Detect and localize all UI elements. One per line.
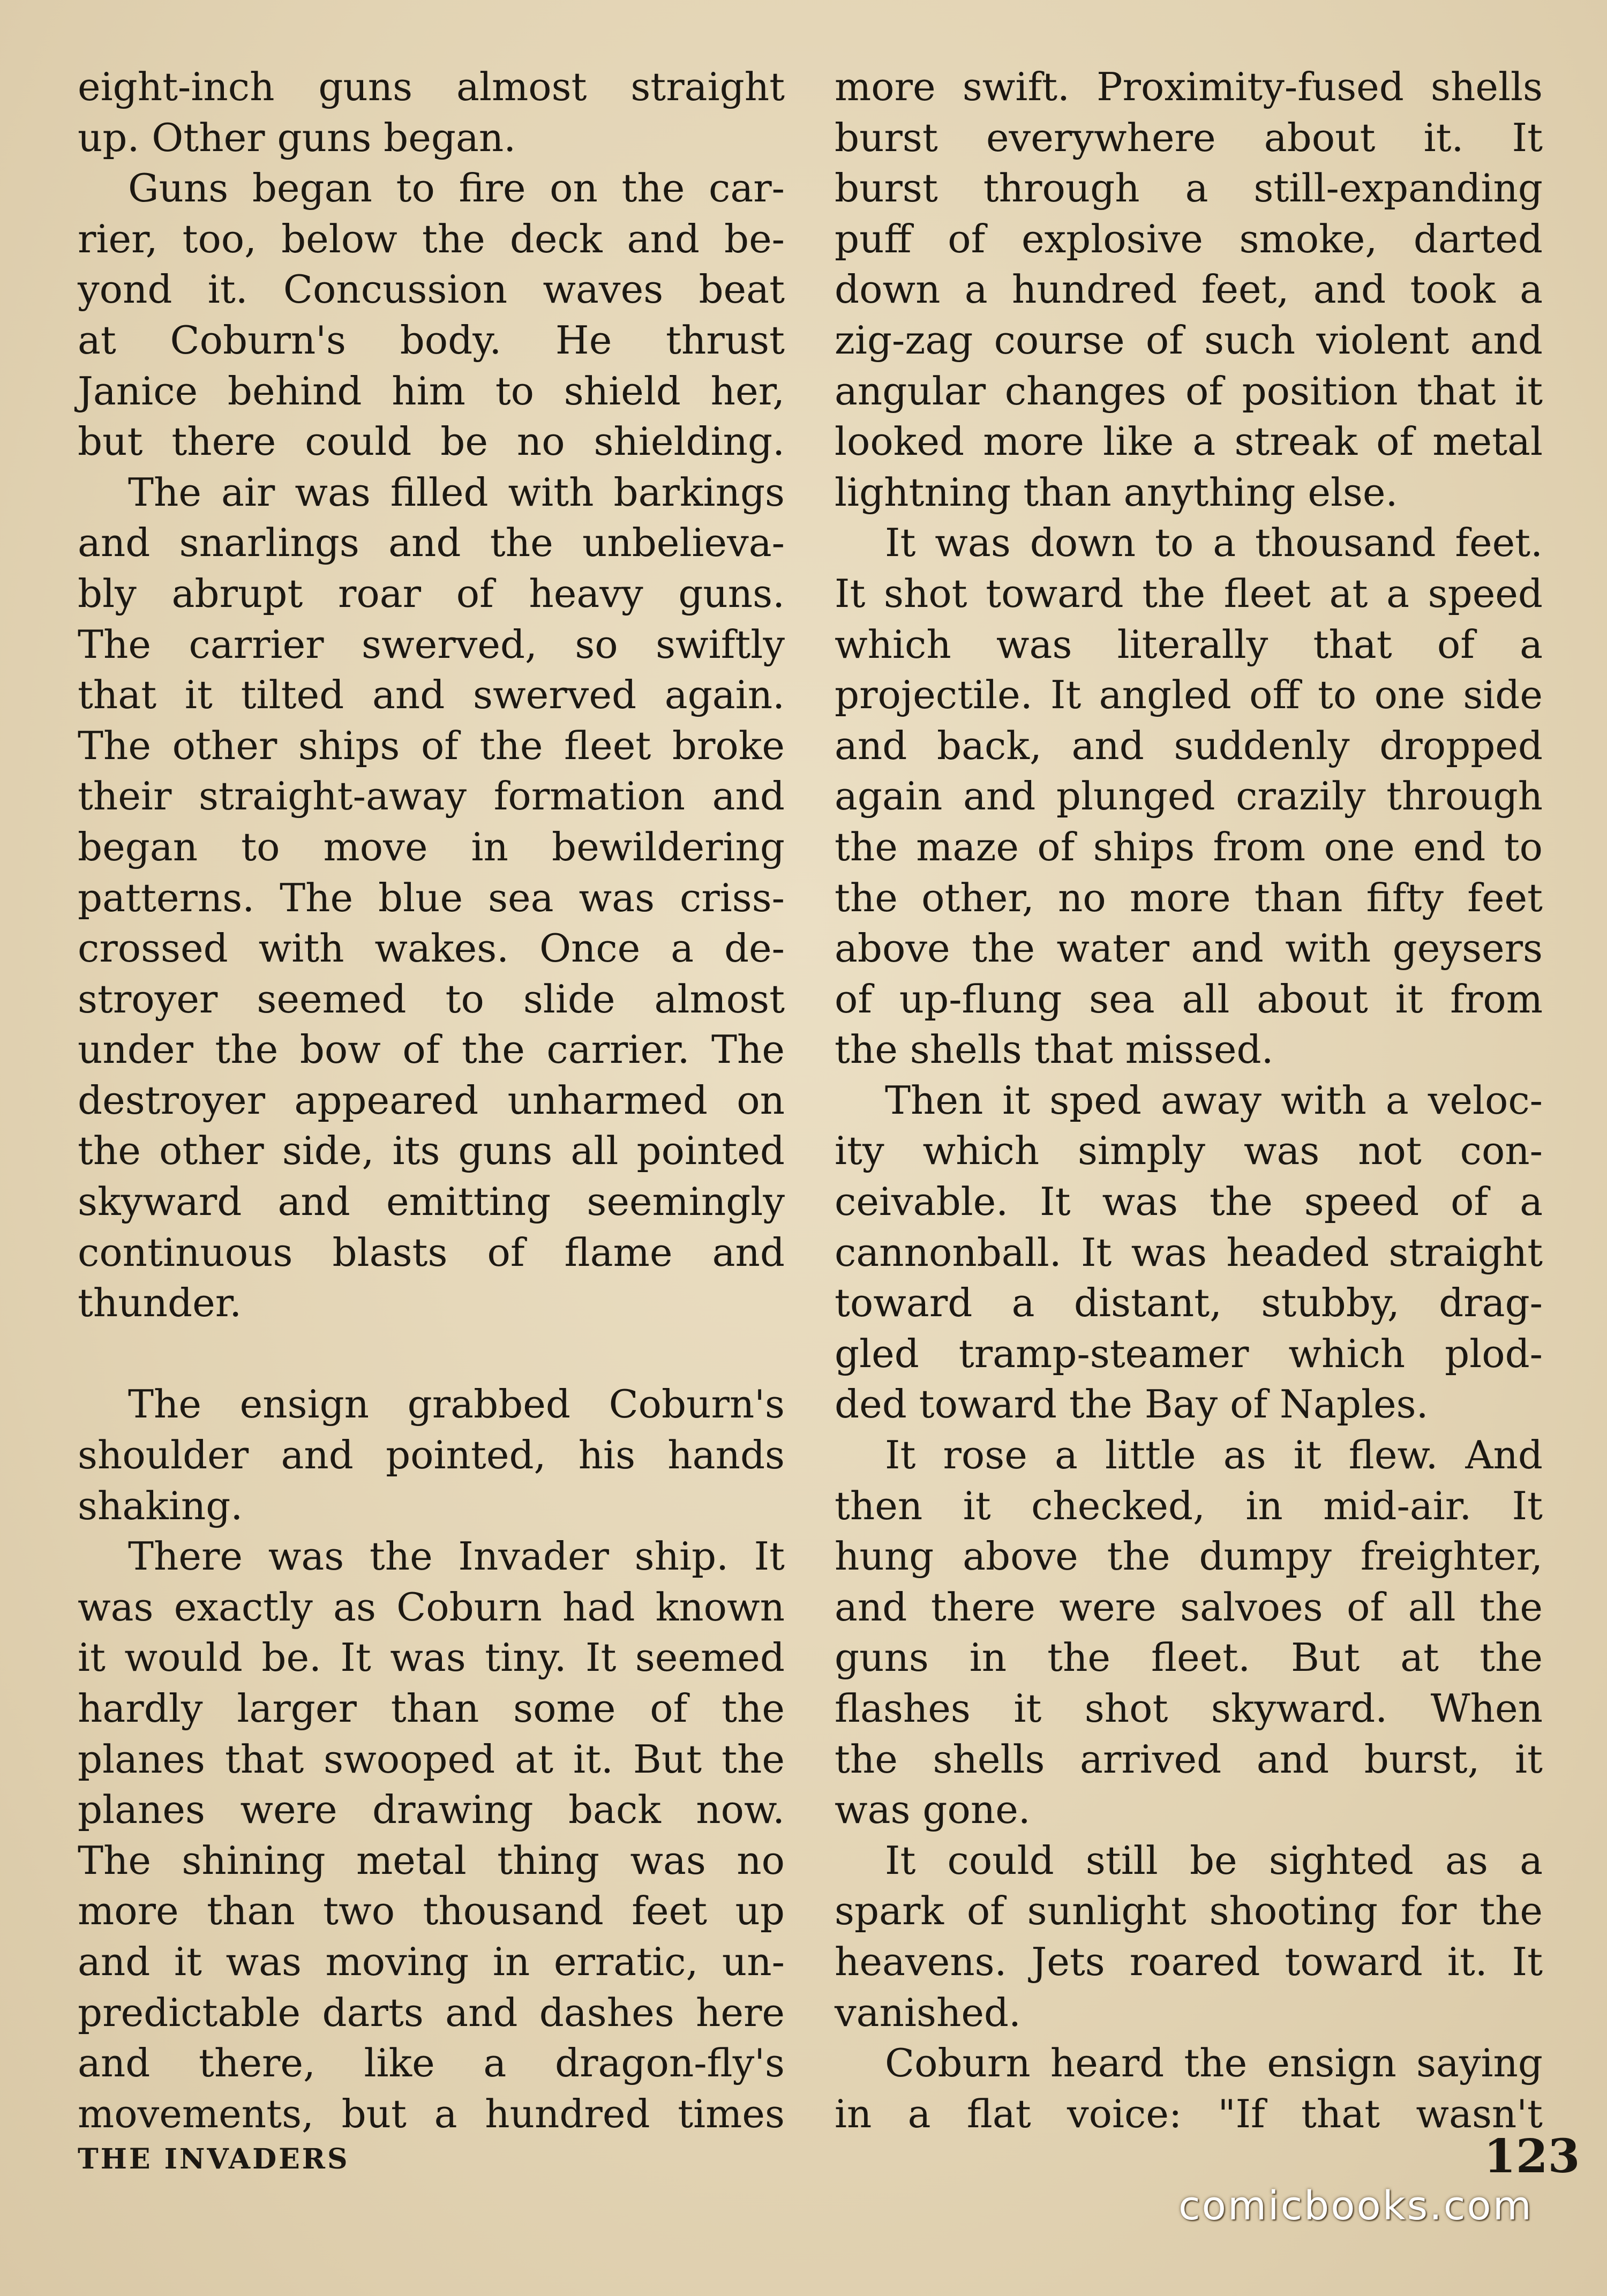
text-line: then it checked, in mid-air. It: [835, 1483, 1543, 1528]
text-line: vanished.: [835, 1990, 1021, 2035]
text-line: eight-inch guns almost straight: [78, 64, 785, 109]
text-line: Coburn heard the ensign saying: [885, 2040, 1543, 2086]
text-line: and there, like a dragon-fly's: [78, 2040, 785, 2086]
paragraph-9: [835, 1430, 1543, 1835]
text-line: The shining metal thing was no: [78, 1837, 785, 1883]
text-line: guns in the fleet. But at the: [835, 1635, 1543, 1680]
text-line: their straight-away formation and: [78, 774, 785, 819]
paragraph-5: [78, 1531, 785, 2139]
paragraph-4: [78, 1379, 785, 1531]
text-line: thunder.: [78, 1280, 242, 1326]
text-line: and back, and suddenly dropped: [835, 723, 1543, 768]
text-line: There was the Invader ship. It: [128, 1534, 785, 1579]
section-break: [78, 1329, 785, 1379]
text-line: burst through a still-expanding: [835, 166, 1543, 211]
text-line: toward a distant, stubby, drag-: [835, 1280, 1543, 1326]
page-number: 123: [1484, 2129, 1580, 2184]
text-line: it would be. It was tiny. It seemed: [78, 1635, 785, 1680]
text-line: the other side, its guns all pointed: [78, 1128, 785, 1174]
text-line: which was literally that of a: [835, 621, 1543, 667]
text-line: flashes it shot skyward. When: [835, 1686, 1543, 1731]
text-line: movements, but a hundred times: [78, 2091, 785, 2136]
text-line: more swift. Proximity-fused shells: [835, 64, 1543, 109]
text-line: ded toward the Bay of Naples.: [835, 1382, 1429, 1427]
text-line: under the bow of the carrier. The: [78, 1027, 785, 1072]
text-line: cannonball. It was headed straight: [835, 1229, 1543, 1275]
text-line: It shot toward the fleet at a speed: [835, 571, 1543, 616]
text-line: yond it. Concussion waves beat: [78, 267, 785, 312]
text-line: was exactly as Coburn had known: [78, 1584, 785, 1630]
text-line: and it was moving in erratic, un-: [78, 1939, 785, 1984]
text-line: more than two thousand feet up: [78, 1888, 785, 1934]
text-line: the shells arrived and burst, it: [835, 1736, 1543, 1782]
paragraph-6: [835, 62, 1543, 517]
text-line: stroyer seemed to slide almost: [78, 976, 785, 1022]
text-line: It could still be sighted as a: [885, 1837, 1543, 1883]
text-line: It rose a little as it flew. And: [885, 1432, 1543, 1478]
text-line: hardly larger than some of the: [78, 1686, 785, 1731]
text-line: and snarlings and the unbelieva-: [78, 520, 785, 566]
text-line: The air was filled with barkings: [128, 469, 785, 515]
paragraph-11: [835, 2038, 1543, 2139]
left-text-column: [78, 62, 785, 2139]
text-line: The other ships of the fleet broke: [78, 723, 785, 768]
text-line: shaking.: [78, 1483, 243, 1528]
right-text-column: [835, 62, 1543, 2139]
text-line: The carrier swerved, so swiftly: [78, 621, 785, 667]
text-line: of up-flung sea all about it from: [835, 976, 1543, 1022]
text-line: again and plunged crazily through: [835, 774, 1543, 819]
text-line: ity which simply was not con-: [835, 1128, 1543, 1174]
text-line: and there were salvoes of all the: [835, 1584, 1543, 1630]
paragraph-3: [78, 467, 785, 1329]
text-line: spark of sunlight shooting for the: [835, 1888, 1543, 1934]
text-line: hung above the dumpy freighter,: [835, 1534, 1543, 1579]
text-line: puff of explosive smoke, darted: [835, 216, 1543, 261]
text-line: zig-zag course of such violent and: [835, 317, 1543, 363]
text-line: patterns. The blue sea was criss-: [78, 875, 785, 920]
paragraph-7: [835, 517, 1543, 1075]
text-line: rier, too, below the deck and be-: [78, 216, 785, 261]
text-line: continuous blasts of flame and: [78, 1229, 785, 1275]
paragraph-2: [78, 163, 785, 467]
text-line: bly abrupt roar of heavy guns.: [78, 571, 785, 616]
text-line: that it tilted and swerved again.: [78, 672, 785, 718]
text-line: destroyer appeared unharmed on: [78, 1077, 785, 1123]
text-line: planes were drawing back now.: [78, 1787, 785, 1833]
text-line: projectile. It angled off to one side: [835, 672, 1543, 718]
text-line: predictable darts and dashes here: [78, 1990, 785, 2035]
watermark: comicbooks.com: [1178, 2183, 1533, 2229]
text-line: the other, no more than fifty feet: [835, 875, 1543, 920]
text-line: Then it sped away with a veloc-: [885, 1077, 1543, 1123]
text-line: shoulder and pointed, his hands: [78, 1432, 785, 1478]
text-line: burst everywhere about it. It: [835, 115, 1543, 160]
text-line: but there could be no shielding.: [78, 419, 785, 464]
text-line: the maze of ships from one end to: [835, 824, 1543, 869]
text-line: angular changes of position that it: [835, 368, 1543, 414]
text-line: was gone.: [835, 1787, 1031, 1833]
paragraph-10: [835, 1835, 1543, 2038]
text-line: down a hundred feet, and took a: [835, 267, 1543, 312]
text-line: at Coburn's body. He thrust: [78, 317, 785, 363]
paragraph-1: [78, 62, 785, 163]
text-line: lightning than anything else.: [835, 469, 1398, 515]
text-line: in a flat voice: "If that wasn't: [835, 2091, 1543, 2136]
text-line: heavens. Jets roared toward it. It: [835, 1939, 1543, 1984]
text-line: skyward and emitting seemingly: [78, 1179, 785, 1225]
text-line: Janice behind him to shield her,: [78, 368, 785, 414]
text-line: the shells that missed.: [835, 1027, 1274, 1072]
text-line: Guns began to fire on the car-: [128, 166, 785, 211]
text-line: crossed with wakes. Once a de-: [78, 926, 785, 971]
text-line: began to move in bewildering: [78, 824, 785, 869]
text-line: ceivable. It was the speed of a: [835, 1179, 1543, 1225]
text-line: gled tramp-steamer which plod-: [835, 1331, 1543, 1376]
paragraph-8: [835, 1075, 1543, 1430]
text-line: The ensign grabbed Coburn's: [128, 1382, 785, 1427]
text-line: above the water and with geysers: [835, 926, 1543, 971]
text-line: It was down to a thousand feet.: [885, 520, 1543, 566]
text-line: up. Other guns began.: [78, 115, 516, 160]
text-line: planes that swooped at it. But the: [78, 1736, 785, 1782]
text-line: looked more like a streak of metal: [835, 419, 1543, 464]
running-title: THE INVADERS: [78, 2143, 350, 2175]
